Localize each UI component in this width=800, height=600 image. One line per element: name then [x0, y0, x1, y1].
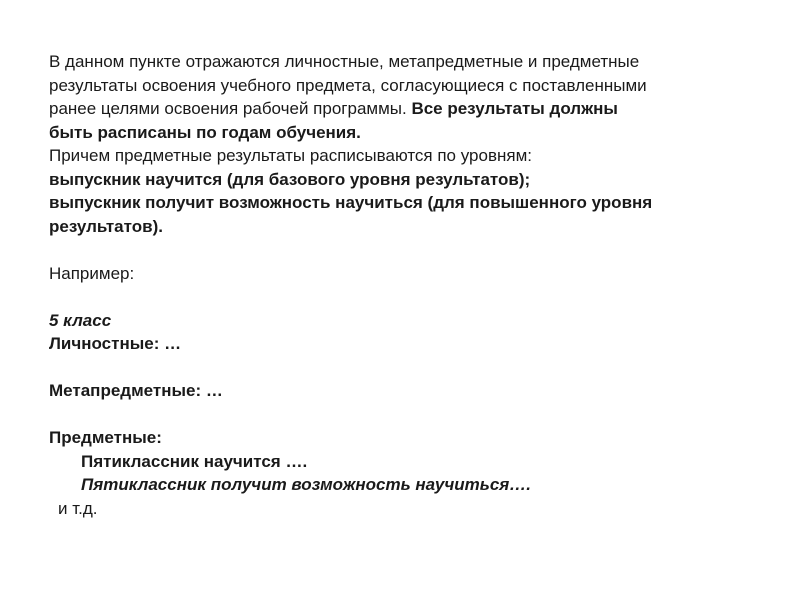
levels-line-2: выпускник научится (для базового уровня результатов); — [49, 169, 531, 189]
levels-line-3: выпускник получит возможность научиться (для повышенного уровня — [49, 193, 653, 212]
intro-line-3 — [49, 97, 769, 121]
spacer — [49, 238, 769, 262]
meta-results: Метапредметные: … — [49, 381, 223, 400]
spacer — [49, 285, 769, 309]
intro-line-2: результаты освоения учебного предмета, согласующиеся с поставленными — [49, 75, 647, 95]
example-label: Например: — [49, 263, 135, 283]
intro-line-4: быть расписаны по годам обучения. — [49, 122, 361, 142]
spacer — [49, 403, 769, 427]
intro-line-3-regular: ранее целями освоения рабочей программы. — [49, 99, 412, 118]
personal-results: Личностные: … — [49, 334, 182, 353]
grade-heading: 5 класс — [49, 310, 112, 330]
levels-line-1: Причем предметные результаты расписываются по уровням: — [49, 146, 532, 165]
etc-text: и т.д. — [58, 498, 98, 518]
subject-basic-level: Пятиклассник научится …. — [81, 451, 308, 471]
subject-advanced-level: Пятиклассник получит возможность научиться…. — [81, 475, 532, 494]
spacer — [49, 356, 769, 380]
subject-results: Предметные: — [49, 428, 162, 447]
slide-text — [49, 50, 769, 520]
intro-line-1: В данном пункте отражаются личностные, метапредметные и предметные — [49, 52, 640, 71]
levels-line-4: результатов). — [49, 216, 163, 236]
intro-line-3-bold: Все результаты должны — [411, 99, 618, 118]
